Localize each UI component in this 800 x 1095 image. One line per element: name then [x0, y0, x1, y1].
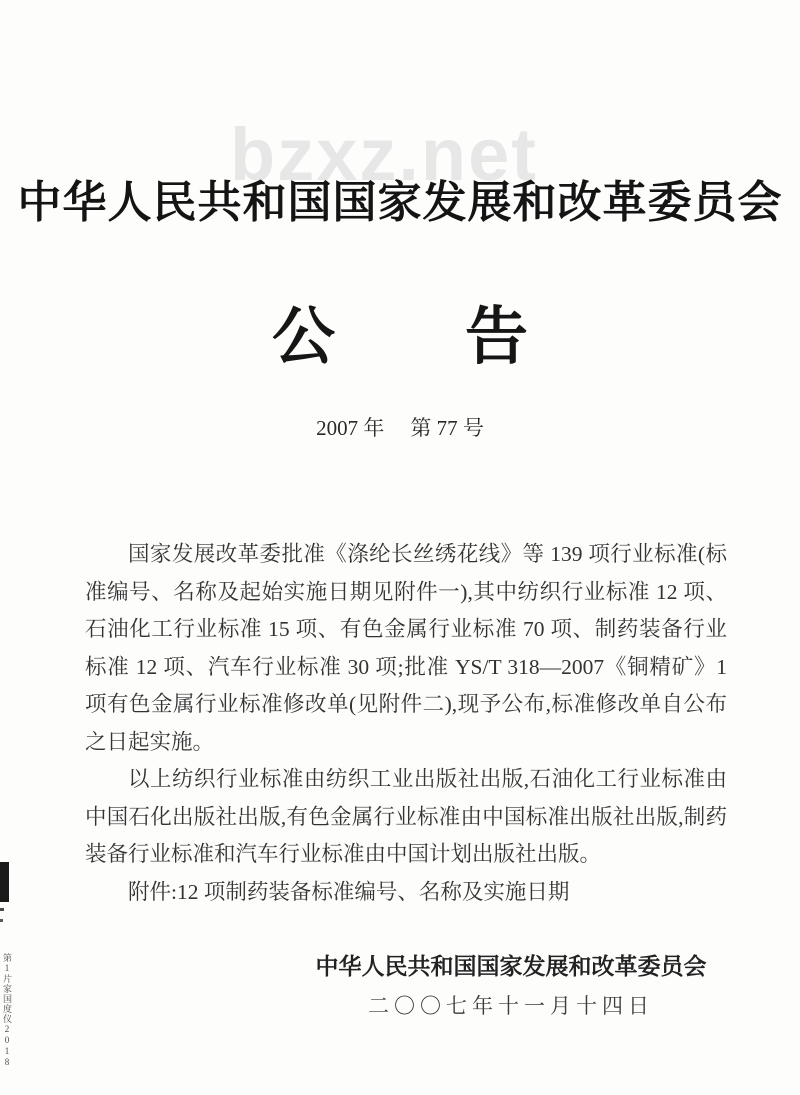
doc-type-char-1: 公	[272, 302, 335, 372]
signature-date: 二〇〇七年十一月十四日	[368, 994, 654, 1018]
paragraph: 以上纺织行业标准由纺织工业出版社出版,石油化工行业标准由中国石化出版社出版,有色金属行业标准由中国标准出版社出版,制药装备行业标准和汽车行业标准由中国计划出版社出版。	[85, 767, 727, 866]
scan-speck	[0, 919, 3, 922]
site-watermark: bzxz.net	[230, 113, 538, 196]
issuing-authority-title: 中华人民共和国国家发展和改革委员会	[17, 178, 783, 227]
attachment-line: 附件:12 项制药装备标准编号、名称及实施日期	[128, 879, 570, 904]
signature-authority: 中华人民共和国国家发展和改革委员会	[315, 954, 707, 979]
issue-number: 第 77 号	[410, 416, 484, 440]
issue-number-line	[0, 412, 800, 442]
issue-year: 2007 年	[316, 416, 385, 440]
announcement-body	[85, 536, 727, 911]
doc-type-char-2: 告	[465, 302, 528, 372]
doc-type-heading	[0, 286, 800, 377]
signature-block	[211, 948, 800, 1020]
paragraph: 国家发展改革委批准《涤纶长丝绣花线》等 139 项行业标准(标准编号、名称及起始实施日期见附件一),其中纺织行业标准 12 项、石油化工行业标准 15 项、有色金属行业标准 70 项、制药装备行业标准 12 项、汽车行业标准 30 项;批准 YS/T 318—2007《铜精矿》1 项有色金属行业标准修改单(见附件二),现予公布,标准修改单自公布之日起实施。	[85, 542, 727, 754]
scan-ink-mark	[0, 862, 9, 902]
spine-marginalia-text: 第1片家国度仪2018	[2, 953, 12, 1068]
scan-speck	[0, 908, 4, 911]
